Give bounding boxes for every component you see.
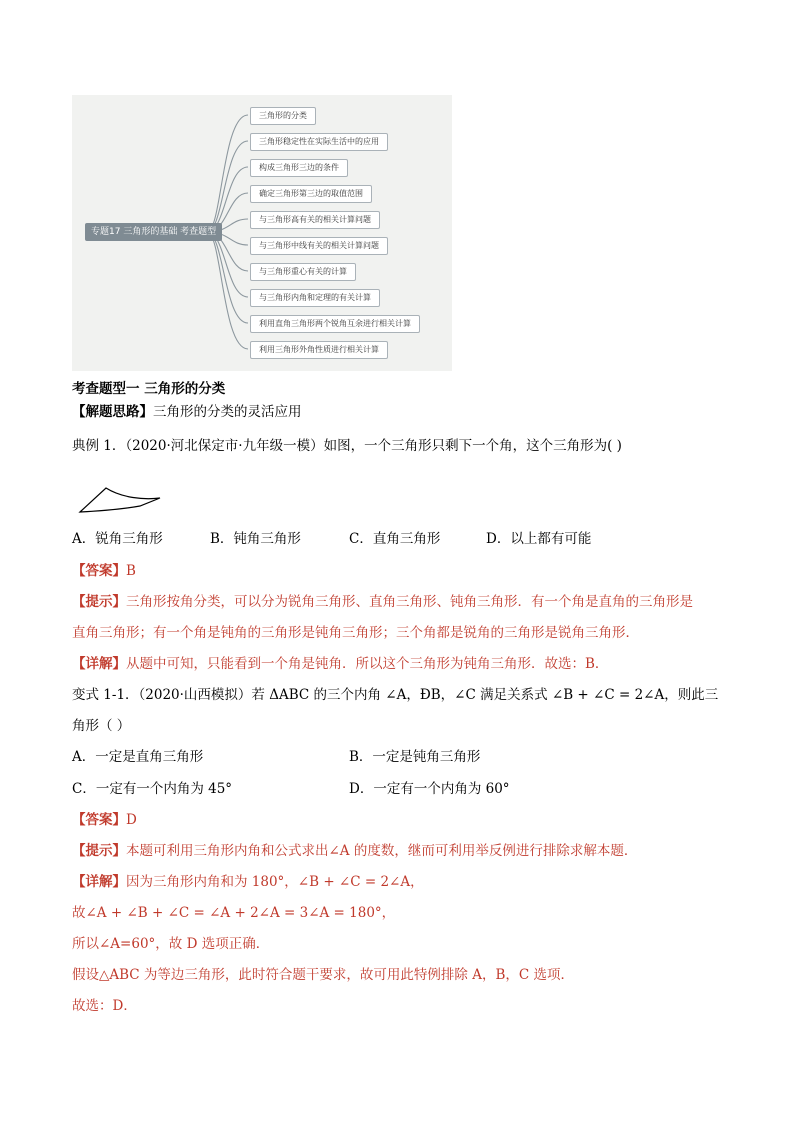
variant1-question-line-1: 变式 1-1．（2020·山西模拟）若 ΔABC 的三个内角 ∠A，ÐB，∠C 满足关系式 ∠B + ∠C = 2∠A，则此三 [72, 687, 719, 703]
variant1-detail-line-5: 故选：D． [72, 998, 137, 1014]
broken-triangle-figure [78, 476, 164, 516]
example1-question: 典例 1．（2020·河北保定市·九年级一模）如图，一个三角形只剩下一个角，这个三角形为( ) [72, 438, 622, 454]
example1-option-b: B．钝角三角形 [210, 531, 301, 547]
mindmap-root: 专题17 三角形的基础 考查题型 [85, 223, 222, 241]
mindmap-branch: 利用三角形外角性质进行相关计算 [250, 341, 388, 359]
detail-text: 从题中可知，只能看到一个角是钝角．所以这个三角形为钝角三角形．故选：B． [126, 656, 609, 672]
example1-hint [72, 593, 693, 611]
mindmap-branch: 与三角形高有关的相关计算问题 [250, 211, 380, 229]
variant1-detail [72, 873, 424, 891]
detail-tag: 【详解】 [72, 874, 126, 890]
mindmap-branch: 与三角形重心有关的计算 [250, 263, 356, 281]
example1-option-d: D．以上都有可能 [486, 531, 592, 547]
answer-tag: 【答案】 [72, 812, 126, 828]
mindmap-branch: 构成三角形三边的条件 [250, 159, 348, 177]
variant1-answer [72, 811, 137, 829]
example1-answer [72, 562, 136, 580]
example1-option-c: C．直角三角形 [349, 531, 441, 547]
variant1-option-d: D．一定有一个内角为 60° [349, 781, 510, 797]
mindmap-branch: 三角形稳定性在实际生活中的应用 [250, 133, 388, 151]
example1-hint-line-2: 直角三角形；有一个角是钝角的三角形是钝角三角形；三个角都是锐角的三角形是锐角三角形． [72, 625, 639, 641]
variant1-detail-line-3: 所以∠A=60°，故 D 选项正确． [72, 936, 270, 952]
variant1-option-a: A．一定是直角三角形 [72, 749, 204, 765]
example1-option-a: A．锐角三角形 [72, 531, 163, 547]
mindmap [72, 95, 452, 371]
mindmap-branch: 与三角形内角和定理的有关计算 [250, 289, 380, 307]
hint-text: 本题可利用三角形内角和公式求出∠A 的度数，继而可利用举反例进行排除求解本题． [126, 843, 638, 859]
hint-tag: 【提示】 [72, 843, 126, 859]
answer-tag: 【答案】 [72, 563, 126, 579]
solution-idea-tag: 【解题思路】 [72, 404, 153, 420]
mindmap-branch: 确定三角形第三边的取值范围 [250, 185, 372, 203]
variant1-detail-line-2: 故∠A + ∠B + ∠C = ∠A + 2∠A = 3∠A = 180°， [72, 905, 396, 921]
hint-line-1: 三角形按角分类，可以分为锐角三角形、直角三角形、钝角三角形．有一个角是直角的三角形是 [126, 594, 693, 610]
section-title: 考查题型一 三角形的分类 [72, 381, 226, 397]
mindmap-branch: 三角形的分类 [250, 107, 316, 125]
mindmap-branch: 利用直角三角形两个锐角互余进行相关计算 [250, 315, 420, 333]
hint-tag: 【提示】 [72, 594, 126, 610]
variant1-hint [72, 842, 637, 860]
detail-tag: 【详解】 [72, 656, 126, 672]
variant1-option-b: B．一定是钝角三角形 [349, 749, 481, 765]
mindmap-branch: 与三角形中线有关的相关计算问题 [250, 237, 388, 255]
example1-detail [72, 655, 608, 673]
answer-value: D [126, 812, 137, 828]
solution-idea [72, 403, 302, 421]
variant1-detail-line-4: 假设△ABC 为等边三角形，此时符合题干要求，故可用此特例排除 A，B，C 选项． [72, 967, 575, 983]
variant1-question-line-2: 角形（ ） [72, 718, 131, 734]
detail-line-1: 因为三角形内角和为 180°，∠B + ∠C = 2∠A， [126, 874, 424, 890]
answer-value: B [126, 563, 136, 579]
solution-idea-text: 三角形的分类的灵活应用 [153, 404, 302, 420]
variant1-option-c: C．一定有一个内角为 45° [72, 781, 233, 797]
